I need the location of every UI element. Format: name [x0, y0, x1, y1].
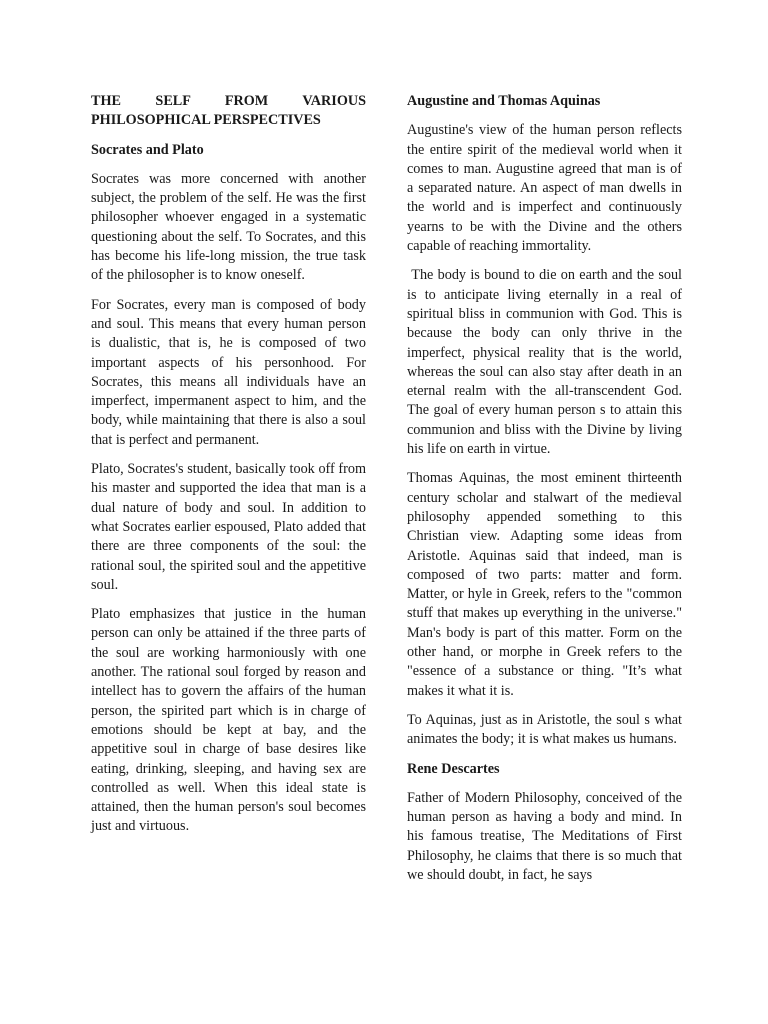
left-column — [91, 92, 366, 847]
paragraph: For Socrates, every man is composed of body and soul. This means that every human person is dualistic, that is, he is composed of two important aspects of his personhood. For Socrates, this means all individuals have an imperfect, impermanent aspect to him, and the body, while maintaining that there is also a soul that is perfect and permanent. — [91, 296, 366, 448]
right-column — [407, 92, 686, 895]
paragraph: Augustine's view of the human person reflects the entire spirit of the medieval world when it comes to man. Augustine agreed that man is of a separated nature. An aspect of man dwells in the world and is imperfect and continuously yearns to be with the Divine and the others capable of reaching immortality. — [407, 122, 682, 255]
paragraph: The body is bound to die on earth and the soul is to anticipate living eternally in a real of spiritual bliss in communion with God. This is because the body can only thrive in the imperfect, physical reality that is the world, whereas the soul can also stay after death in an eternal realm with the all-transcendent God. The goal of every human person s to attain this communion and bliss with the Divine by living his life on earth in virtue. — [407, 267, 686, 458]
paragraph: Plato, Socrates's student, basically took off from his master and supported the idea that man is a dual nature of body and soul. In addition to what Socrates earlier espoused, Plato added that there are three components of the soul: the rational soul, the spirited soul and the appetitive soul. — [91, 461, 366, 593]
paragraph: Father of Modern Philosophy, conceived of the human person as having a body and mind. In his famous treatise, The Meditations of First Philosophy, he claims that there is so much that we should doubt, in fact, he says — [407, 789, 682, 883]
paragraph: Socrates was more concerned with another subject, the problem of the self. He was the first philosopher whoever engaged in a systematic questioning about the self. To Socrates, and this has become his life-long mission, the true task of the philosopher is to know oneself. — [91, 170, 366, 284]
paragraph: To Aquinas, just as in Aristotle, the soul s what animates the body; it is what makes us humans. — [407, 711, 682, 748]
section-heading-rene-descartes: Rene Descartes — [407, 760, 500, 777]
paragraph: Plato emphasizes that justice in the human person can only be attained if the three parts of the soul are working harmoniously with one another. The rational soul forged by reason and intellect has to govern the affairs of the human person, the spirited part which is in charge of emotions should be kept at bay, and the appetitive soul in charge of base desires like eating, drinking, sleeping, and having sex are controlled as well. When this ideal state is attained, then the human person's soul becomes just and virtuous. — [91, 606, 366, 835]
section-heading-socrates-plato: Socrates and Plato — [91, 141, 204, 158]
paragraph: Thomas Aquinas, the most eminent thirteenth century scholar and stalwart of the medieval philosophy appended something to this Christian view. Adapting some ideas from Aristotle. Aquinas said that indeed, man is composed of two parts: matter and form. Matter, or hyle in Greek, refers to the "common stuff that makes up everything in the universe." Man's body is part of this matter. Form on the other hand, or morphe in Greek refers to the "essence of a substance or thing. "It’s what makes it what it is. — [407, 470, 682, 699]
document-title: THE SELF FROM VARIOUS PHILOSOPHICAL PERSPECTIVES — [91, 93, 366, 129]
section-heading-augustine-aquinas: Augustine and Thomas Aquinas — [407, 93, 601, 109]
